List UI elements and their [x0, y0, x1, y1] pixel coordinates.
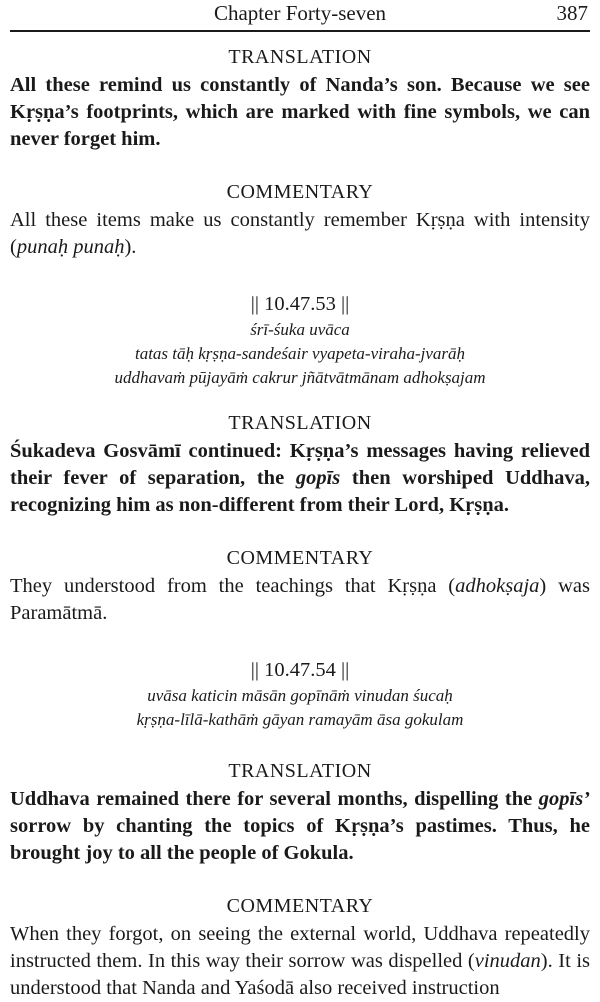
page-content: [10, 42, 590, 1002]
translation-text-part: sorrow by chanting the topics of Kṛṣṇa’s pastimes. Thus, he brought joy to all the people of Gokula.: [10, 815, 590, 864]
commentary-text-part: When they forgot, on seeing the external world, Uddhava repeatedly instructed them. In this way their sorrow was dispelled (: [10, 923, 590, 972]
commentary-text-part: ) was Paramātmā.: [10, 575, 590, 624]
commentary-text-italic: punaḥ punaḥ: [16, 236, 125, 258]
commentary-text: [10, 573, 590, 627]
translation-text-part: Uddhava remained there for several months, dispelling the: [10, 788, 539, 810]
commentary-heading: COMMENTARY: [226, 181, 374, 203]
commentary-text: [10, 921, 590, 1002]
translation-text-part: Śukadeva Gosvāmī continued: Kṛṣṇa’s messages having relieved their fever of separation, the: [10, 440, 590, 489]
verse-line: śrī-śuka uvāca: [250, 320, 350, 339]
commentary-heading: COMMENTARY: [226, 547, 374, 569]
verse-line: uvāsa katicin māsān gopīnāṁ vinudan śucaḥ: [147, 686, 453, 705]
translation-text: [10, 786, 590, 867]
commentary-text-italic: adhokṣaja: [455, 575, 540, 597]
commentary-text-part: They understood from the teachings that Kṛṣṇa (: [10, 575, 456, 597]
commentary-text-part: ). It is understood that Nanda and Yaśodā also received instruction: [10, 950, 590, 999]
chapter-title: Chapter Forty-seven: [213, 1, 387, 25]
translation-text-italic: gopīs’: [538, 788, 590, 810]
commentary-text-part: ).: [124, 236, 137, 258]
page-number: 387: [556, 1, 588, 25]
translation-text: [10, 438, 590, 519]
verse-number: || 10.47.53 ||: [250, 293, 350, 315]
translation-heading: TRANSLATION: [228, 760, 372, 782]
commentary-heading: COMMENTARY: [226, 895, 374, 917]
translation-heading: TRANSLATION: [228, 412, 372, 434]
commentary-text-part: All these items make us constantly remember Kṛṣṇa with intensity (: [10, 209, 590, 258]
verse-line: tatas tāḥ kṛṣṇa-sandeśair vyapeta-viraha-jvarāḥ: [134, 344, 466, 363]
translation-text-part: then worshiped Uddhava, recognizing him as non-different from their Lord, Kṛṣṇa.: [10, 467, 590, 516]
verse-line: uddhavaṁ pūjayāṁ cakrur jñātvātmānam adhokṣajam: [114, 368, 486, 387]
translation-heading: TRANSLATION: [228, 46, 372, 68]
commentary-text-italic: vinudan: [474, 950, 541, 972]
translation-text-italic: gopīs: [295, 467, 341, 489]
translation-text: All these remind us constantly of Nanda’s son. Because we see Kṛṣṇa’s footprints, which are marked with fine symbols, we can never forget him.: [10, 74, 590, 150]
running-header: [10, 0, 590, 32]
commentary-text: [10, 207, 590, 261]
verse-line: kṛṣṇa-līlā-kathāṁ gāyan ramayām āsa gokulam: [136, 710, 464, 729]
verse-number: || 10.47.54 ||: [250, 659, 350, 681]
